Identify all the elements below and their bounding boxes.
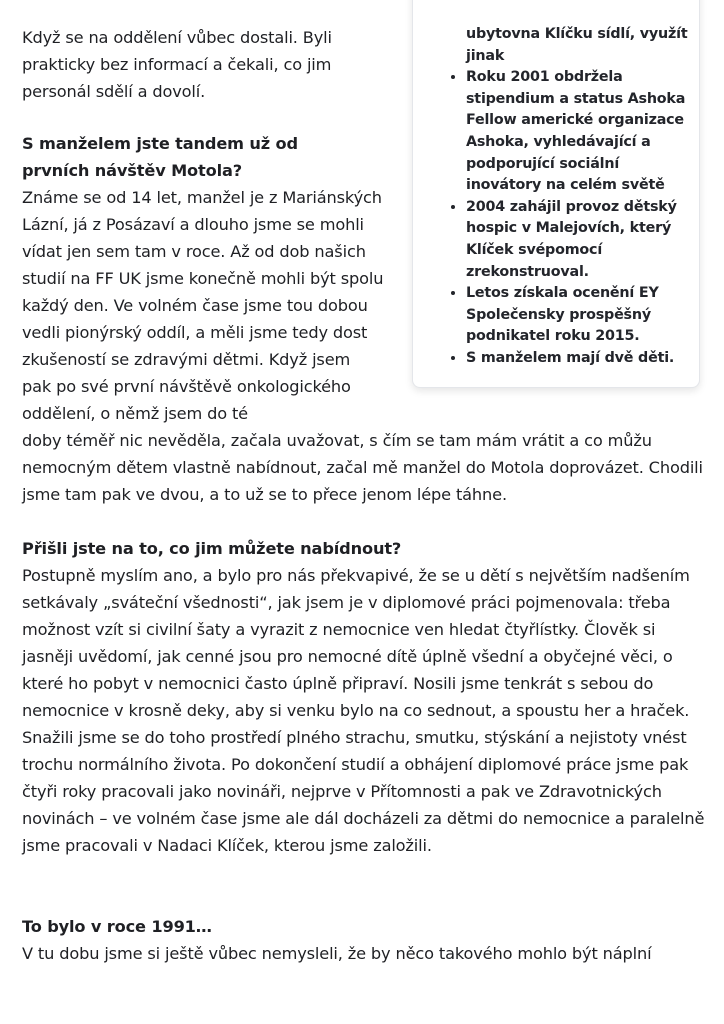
answer-1-full-width: doby téměř nic nevěděla, začala uvažovat, s čím se tam mám vrátit a co můžu nemocným dětem vlastně nabídnout, začal mě manžel do Motola doprovázet. Chodili jsme tam pak ve dvou, a to už se to přece jenom lépe táhne. — [22, 431, 703, 504]
answer-1-beside-sidebar: Známe se od 14 let, manžel je z Mariánských Lázní, já z Posázaví a dlouho jsme se mohli vídat jen sem tam v roce. Až od dob našich studií na FF UK jsme konečně mohli být spolu každý den. Ve volném čase jsme tou dobou vedli pionýrský oddíl, a měli jsme tedy dost zkušeností se zdravými dětmi. Když jsem pak po své první návštěvě onkologického oddělení, o němž jsem do té — [22, 188, 384, 423]
biography-list-item: • Letos získala ocenění EY Společensky prospěšný podnikatel roku 2015. — [466, 283, 690, 348]
biography-sidebar-box — [412, 0, 700, 388]
biography-list-item: • S manželem mají dvě děti. — [466, 348, 690, 370]
interview-question-1: S manželem jste tandem už od prvních návštěv Motola? — [22, 134, 298, 180]
interview-answer-3: V tu dobu jsme si ještě vůbec nemysleli, že by něco takového mohlo být náplní — [22, 944, 652, 963]
biography-list-item: • 2004 zahájil provoz dětský hospic v Malejovích, který Klíček svépomocí zrekonstruoval. — [466, 197, 690, 283]
interview-question-3: To bylo v roce 1991… — [22, 917, 212, 936]
biography-list — [450, 67, 690, 369]
interview-answer-2: Postupně myslím ano, a bylo pro nás překvapivé, že se u dětí s největším nadšením setkávaly „sváteční všednosti“, jak jsem je v diplomové práci pojmenovala: třeba možnost vzít si civilní šaty a vyrazit z nemocnice ven hledat čtyřlístky. Člověk si jasněji uvědomí, jak cenné jsou pro nemocné dítě úplně všední a obyčejné věci, o které ho pobyt v nemocnici často úplně připraví. Nosili jsme tenkrát s sebou do nemocnice v krosně deky, aby si venku bylo na co sednout, a spoustu her a hraček. Snažili jsme se do toho prostředí plného strachu, smutku, stýskání a nejistoty vnést trochu normálního života. Po dokončení studií a obhájení diplomové práce jsme pak čtyři roky pracovali jako novináři, nejprve v Přítomnosti a pak ve Zdravotnických novinách – ve volném čase jsme ale dál docházeli za dětmi do nemocnice a paralelně jsme pracovali v Nadaci Klíček, kterou jsme založili. — [22, 566, 705, 855]
biography-list-item: • Roku 2001 obdržela stipendium a status Ashoka Fellow americké organizace Ashoka, vyhledávající a podporující sociální inovátory na celém světě — [466, 67, 690, 197]
sidebar-continued-text: ubytovna Klíčku sídlí, využít jinak — [466, 26, 688, 64]
interview-question-2: Přišli jste na to, co jim můžete nabídnout? — [22, 539, 402, 558]
article-paragraph-intro: Když se na oddělení vůbec dostali. Byli prakticky bez informací a čekali, co jim personál sdělí a dovolí. — [22, 28, 332, 101]
sidebar-content — [450, 24, 690, 370]
